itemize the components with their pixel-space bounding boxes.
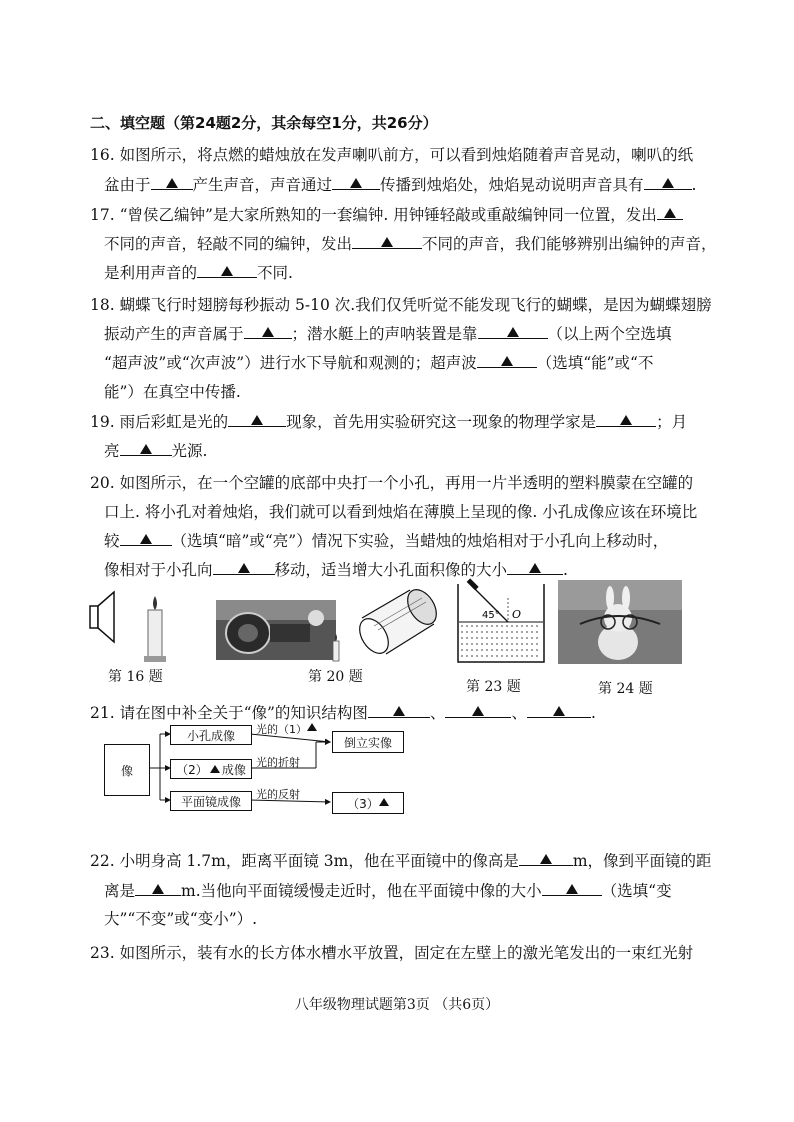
triangle-icon <box>379 798 389 806</box>
triangle-icon <box>501 356 513 366</box>
point-label: O <box>512 608 522 621</box>
triangle-icon <box>381 237 393 247</box>
q21-text-d: . <box>590 704 596 722</box>
q22-blank3[interactable] <box>542 880 602 896</box>
q22-line1 <box>90 850 734 872</box>
triangle-icon <box>566 884 578 894</box>
triangle-icon <box>662 178 674 188</box>
q20-line1: 20. 如图所示，在一个空罐的底部中央打一个小孔，再用一片半透明的塑料膜蒙在空罐的 <box>90 474 694 492</box>
caption-fig24: 第 24 题 <box>598 681 653 697</box>
triangle-icon <box>507 327 519 337</box>
q17-text-c: 不同的声音，我们能够辨别出编钟的声音， <box>422 235 717 253</box>
diagram-node-2-num: （2） <box>176 762 208 777</box>
diagram-node-pinhole: 小孔成像 <box>170 725 252 745</box>
q18-text-e: （选填“能”或“不 <box>536 354 654 372</box>
q21-blank2[interactable] <box>445 702 511 718</box>
speaker-icon <box>90 592 114 642</box>
diagram-node-2[interactable] <box>170 759 252 779</box>
q18-text-a: 振动产生的声音属于 <box>104 325 244 343</box>
caption-fig23: 第 23 题 <box>466 679 521 695</box>
triangle-icon <box>152 884 164 894</box>
q20-text-a: 较 <box>104 532 120 550</box>
q18-blank3[interactable] <box>477 352 537 368</box>
q16-text-a: 盆由于 <box>104 176 151 194</box>
triangle-icon <box>553 706 565 716</box>
triangle-icon <box>540 854 552 864</box>
q22-blank2[interactable] <box>135 880 181 896</box>
angle-label: 45° <box>482 610 500 621</box>
q16-blank2[interactable] <box>332 174 380 190</box>
q22-line3: 大”“不变”或“变小”）. <box>104 910 258 928</box>
q16-blank3[interactable] <box>644 174 692 190</box>
diagram-edge-1 <box>256 721 317 737</box>
caption-fig16: 第 16 题 <box>108 669 163 685</box>
triangle-icon <box>166 178 178 188</box>
triangle-icon <box>307 723 317 731</box>
q17-text-b: 不同的声音，轻敲不同的编钟，发出 <box>104 235 353 253</box>
triangle-icon <box>393 706 405 716</box>
triangle-icon <box>140 534 152 544</box>
q23-line1: 23. 如图所示，装有水的长方体水槽水平放置，固定在左壁上的激光笔发出的一束红光射 <box>90 944 694 962</box>
q19-blank2[interactable] <box>596 411 656 427</box>
q22-text-e: （选填“变 <box>601 882 672 900</box>
q17-text-d: 是利用声音的 <box>104 264 198 282</box>
q18-text-b: ；潜水艇上的声呐装置是靠 <box>291 325 478 343</box>
triangle-icon <box>140 444 152 454</box>
q22-text-a: 22. 小明身高 1.7m，距离平面镜 3m，他在平面镜中的像高是 <box>90 852 519 870</box>
q19-line1 <box>90 411 734 433</box>
q17-blank2[interactable] <box>352 233 422 249</box>
diagram-node-mirror: 平面镜成像 <box>170 791 252 811</box>
q22-text-d: m.当他向平面镜缓慢走近时，他在平面镜中像的大小 <box>181 882 542 900</box>
q16-text-d: . <box>691 176 697 194</box>
triangle-icon <box>529 563 541 573</box>
q22-blank1[interactable] <box>519 850 573 866</box>
q18-blank1[interactable] <box>244 323 292 339</box>
q20-blank1[interactable] <box>120 530 172 546</box>
q20-text-c: 像相对于小孔向 <box>104 561 213 579</box>
q19-blank1[interactable] <box>228 411 286 427</box>
q17-blank1[interactable] <box>657 204 683 220</box>
q22-text-b: m，像到平面镜的距 <box>572 852 712 870</box>
q21-blank3[interactable] <box>527 702 591 718</box>
triangle-icon <box>472 706 484 716</box>
q18-blank2[interactable] <box>478 323 548 339</box>
q21-text-a: 21. 请在图中补全关于“像”的知识结构图 <box>90 704 368 722</box>
q20-text-e: . <box>563 561 568 579</box>
diagram-edge-2: 光的折射 <box>256 756 300 769</box>
q17-line1 <box>90 204 734 226</box>
q19-text-b: 现象，首先用实验研究这一现象的物理学家是 <box>286 413 597 431</box>
triangle-icon <box>262 327 274 337</box>
page-footer: 八年级物理试题第3页 （共6页） <box>294 997 500 1013</box>
triangle-icon <box>620 415 632 425</box>
q19-text-e: 光源. <box>171 442 208 460</box>
q16-line1: 16. 如图所示，将点燃的蜡烛放在发声喇叭前方，可以看到烛焰随着声音晃动，喇叭的纸 <box>90 146 694 164</box>
section-title: 二、填空题（第24题2分，其余每空1分，共26分） <box>90 114 438 132</box>
triangle-icon <box>221 266 233 276</box>
q18-text-d: “超声波”或“次声波”）进行水下导航和观测的；超声波 <box>104 354 477 372</box>
diagram-node-3[interactable] <box>332 792 404 814</box>
q21-sep2: 、 <box>511 704 527 722</box>
q22-text-c: 离是 <box>104 882 136 900</box>
q17-blank3[interactable] <box>197 262 257 278</box>
triangle-icon <box>251 415 263 425</box>
q21-blank1[interactable] <box>368 702 430 718</box>
q22-line2 <box>104 880 734 902</box>
q19-text-d: 亮 <box>104 442 120 460</box>
triangle-icon <box>210 765 220 773</box>
q16-line2 <box>104 174 734 196</box>
q20-text-d: 移动，适当增大小孔面积像的大小 <box>274 561 508 579</box>
diagram-edge-3: 光的反射 <box>256 788 300 801</box>
q21-sep1: 、 <box>429 704 446 722</box>
triangle-icon <box>238 563 250 573</box>
triangle-icon <box>350 178 362 188</box>
q19-line2 <box>104 440 734 462</box>
diagram-node-real-image: 倒立实像 <box>332 731 404 753</box>
q19-text-a: 19. 雨后彩虹是光的 <box>90 413 229 431</box>
q17-text-e: 不同. <box>257 264 293 282</box>
q17-line2 <box>104 233 734 255</box>
q19-text-c: ；月 <box>656 413 688 431</box>
q20-blank3[interactable] <box>507 559 563 575</box>
q17-line3 <box>104 262 734 284</box>
caption-fig20: 第 20 题 <box>308 669 363 685</box>
q18-line3 <box>104 352 734 374</box>
candle-icon <box>144 596 166 662</box>
diagram-node-2-text: 成像 <box>221 762 246 777</box>
q17-text-a: 17. “曾侯乙编钟”是大家所熟知的一套编钟. 用钟锤轻敲或重敲编钟同一位置，发出 <box>90 206 657 224</box>
triangle-icon <box>664 208 676 218</box>
q20-line3 <box>104 530 734 552</box>
q18-text-c: （以上两个空选填 <box>547 325 672 343</box>
q18-line2 <box>104 323 734 345</box>
bunny-photo <box>558 580 682 664</box>
diagram-root-node: 像 <box>104 744 150 796</box>
can-drawing <box>354 585 442 659</box>
can-photo <box>216 600 336 660</box>
q16-blank1[interactable] <box>151 174 193 190</box>
q16-text-b: 产生声音，声音通过 <box>192 176 333 194</box>
q18-line1: 18. 蝴蝶飞行时翅膀每秒振动 5-10 次.我们仅凭听觉不能发现飞行的蝴蝶，是因为蝴蝶翅膀 <box>90 296 712 314</box>
diagram-edge-1-text: 光的（1） <box>256 723 307 736</box>
q19-blank3[interactable] <box>120 440 172 456</box>
q16-text-c: 传播到烛焰处，烛焰晃动说明声音具有 <box>380 176 644 194</box>
q20-line2: 口上. 将小孔对着烛焰，我们就可以看到烛焰在薄膜上呈现的像. 小孔成像应该在环境比 <box>104 503 698 521</box>
q20-blank2[interactable] <box>213 559 275 575</box>
diagram-node-3-num: （3） <box>347 796 379 811</box>
water-tank-diagram <box>458 578 544 662</box>
q18-line4: 能”）在真空中传播. <box>104 383 241 401</box>
figures-row <box>88 578 688 678</box>
q20-text-b: （选填“暗”或“亮”）情况下实验，当蜡烛的烛焰相对于小孔向上移动时， <box>171 532 669 550</box>
